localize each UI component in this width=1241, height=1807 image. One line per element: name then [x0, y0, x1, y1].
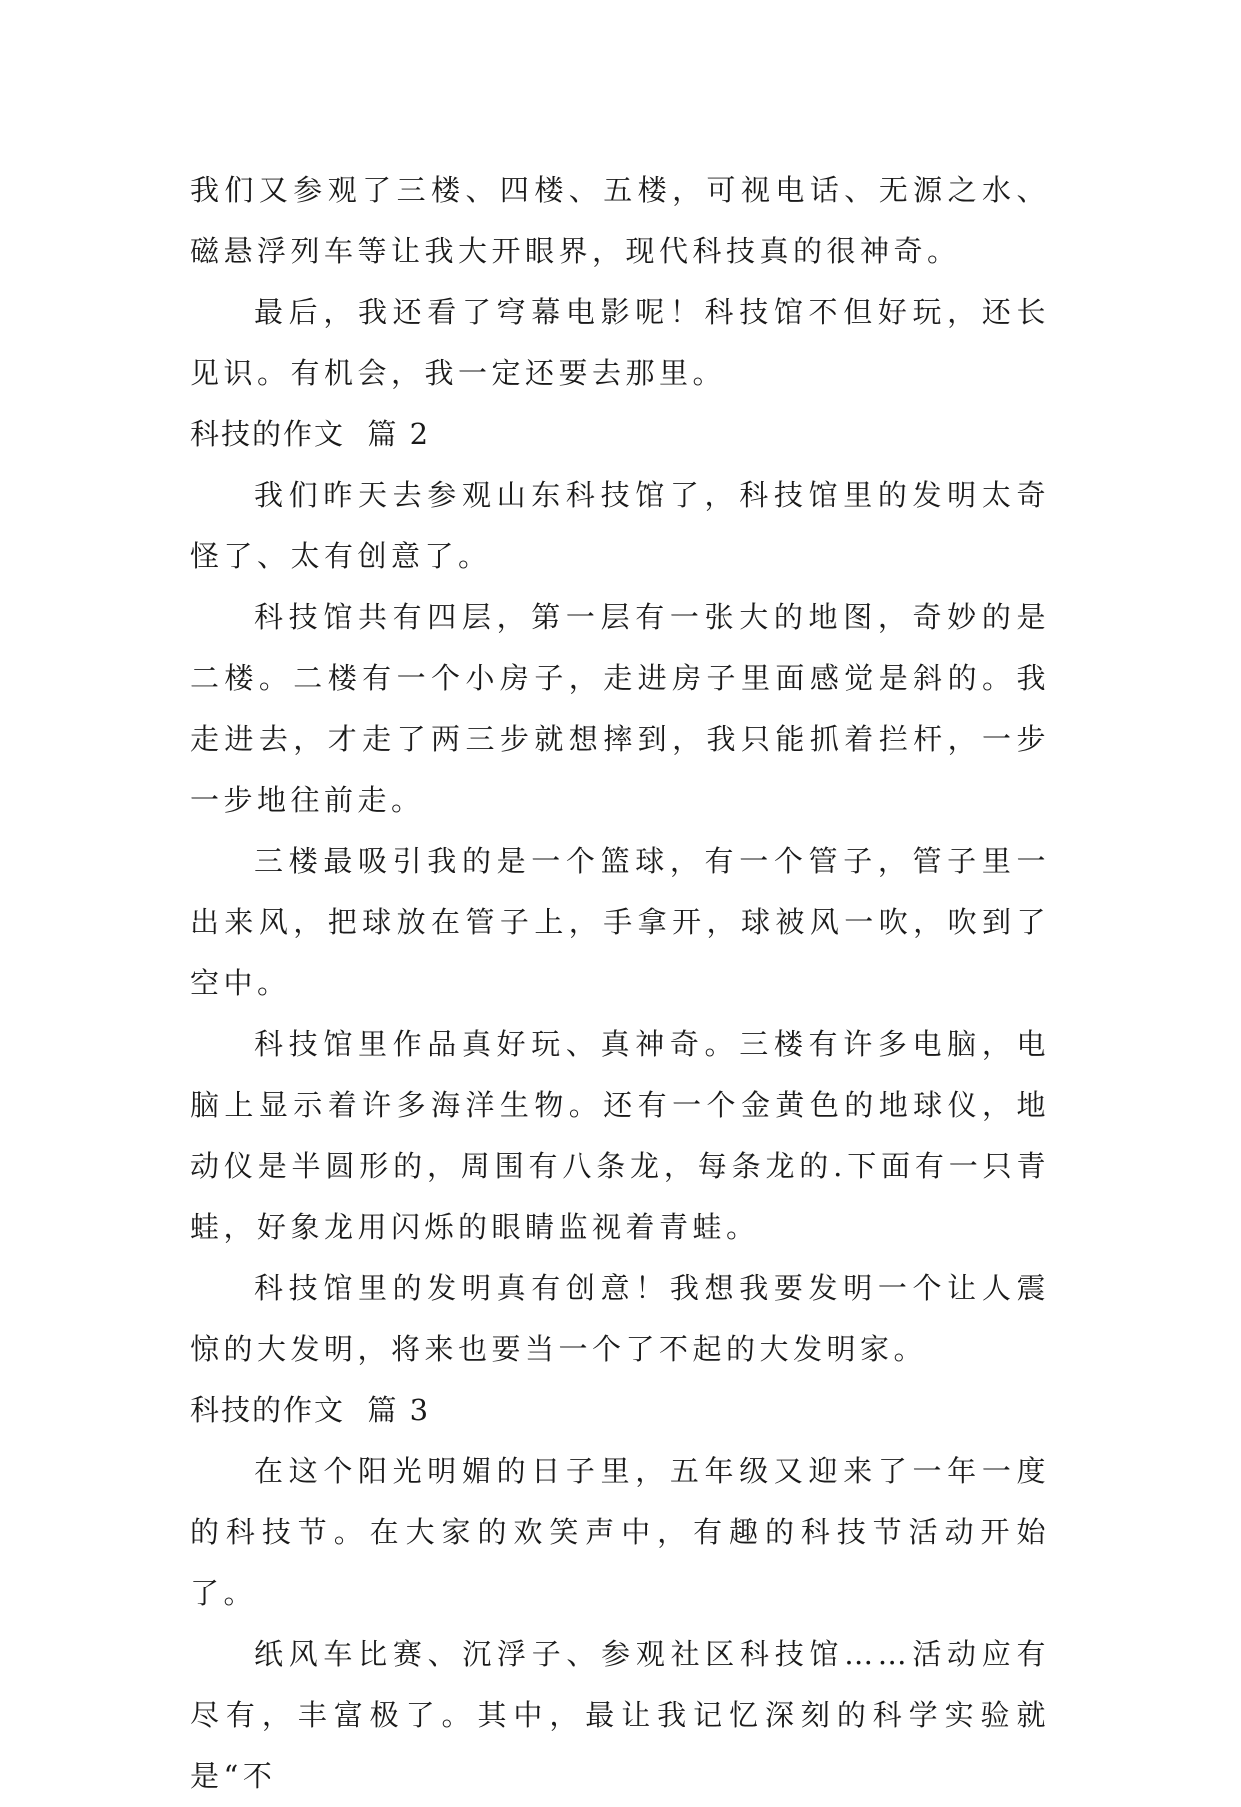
paragraph-continuation: 我们又参观了三楼、四楼、五楼，可视电话、无源之水、磁悬浮列车等让我大开眼界，现代科技真的很神奇。 [190, 173, 1050, 268]
paragraph: 科技馆里作品真好玩、真神奇。三楼有许多电脑，电脑上显示着许多海洋生物。还有一个金黄色的地球仪，地动仪是半圆形的，周围有八条龙，每条龙的.下面有一只青蛙，好象龙用闪烁的眼睛监视着青蛙。 [190, 1027, 1050, 1244]
section-heading-3: 科技的作文 篇 3 [190, 1393, 431, 1427]
section-heading-2: 科技的作文 篇 2 [190, 417, 431, 451]
paragraph: 科技馆里的发明真有创意！我想我要发明一个让人震惊的大发明，将来也要当一个了不起的大发明家。 [190, 1271, 1050, 1366]
paragraph: 三楼最吸引我的是一个篮球，有一个管子，管子里一出来风，把球放在管子上，手拿开，球被风一吹，吹到了空中。 [190, 844, 1050, 1000]
paragraph: 在这个阳光明媚的日子里，五年级又迎来了一年一度的科技节。在大家的欢笑声中，有趣的科技节活动开始了。 [190, 1454, 1050, 1610]
document-body [190, 160, 1050, 1807]
paragraph: 我们昨天去参观山东科技馆了，科技馆里的发明太奇怪了、太有创意了。 [190, 478, 1050, 573]
paragraph: 最后，我还看了穹幕电影呢！科技馆不但好玩，还长见识。有机会，我一定还要去那里。 [190, 295, 1050, 390]
paragraph: 纸风车比赛、沉浮子、参观社区科技馆……活动应有尽有，丰富极了。其中，最让我记忆深刻的科学实验就是“不 [190, 1637, 1050, 1793]
paragraph: 科技馆共有四层，第一层有一张大的地图，奇妙的是二楼。二楼有一个小房子，走进房子里面感觉是斜的。我走进去，才走了两三步就想摔到，我只能抓着拦杆，一步一步地往前走。 [190, 600, 1050, 817]
